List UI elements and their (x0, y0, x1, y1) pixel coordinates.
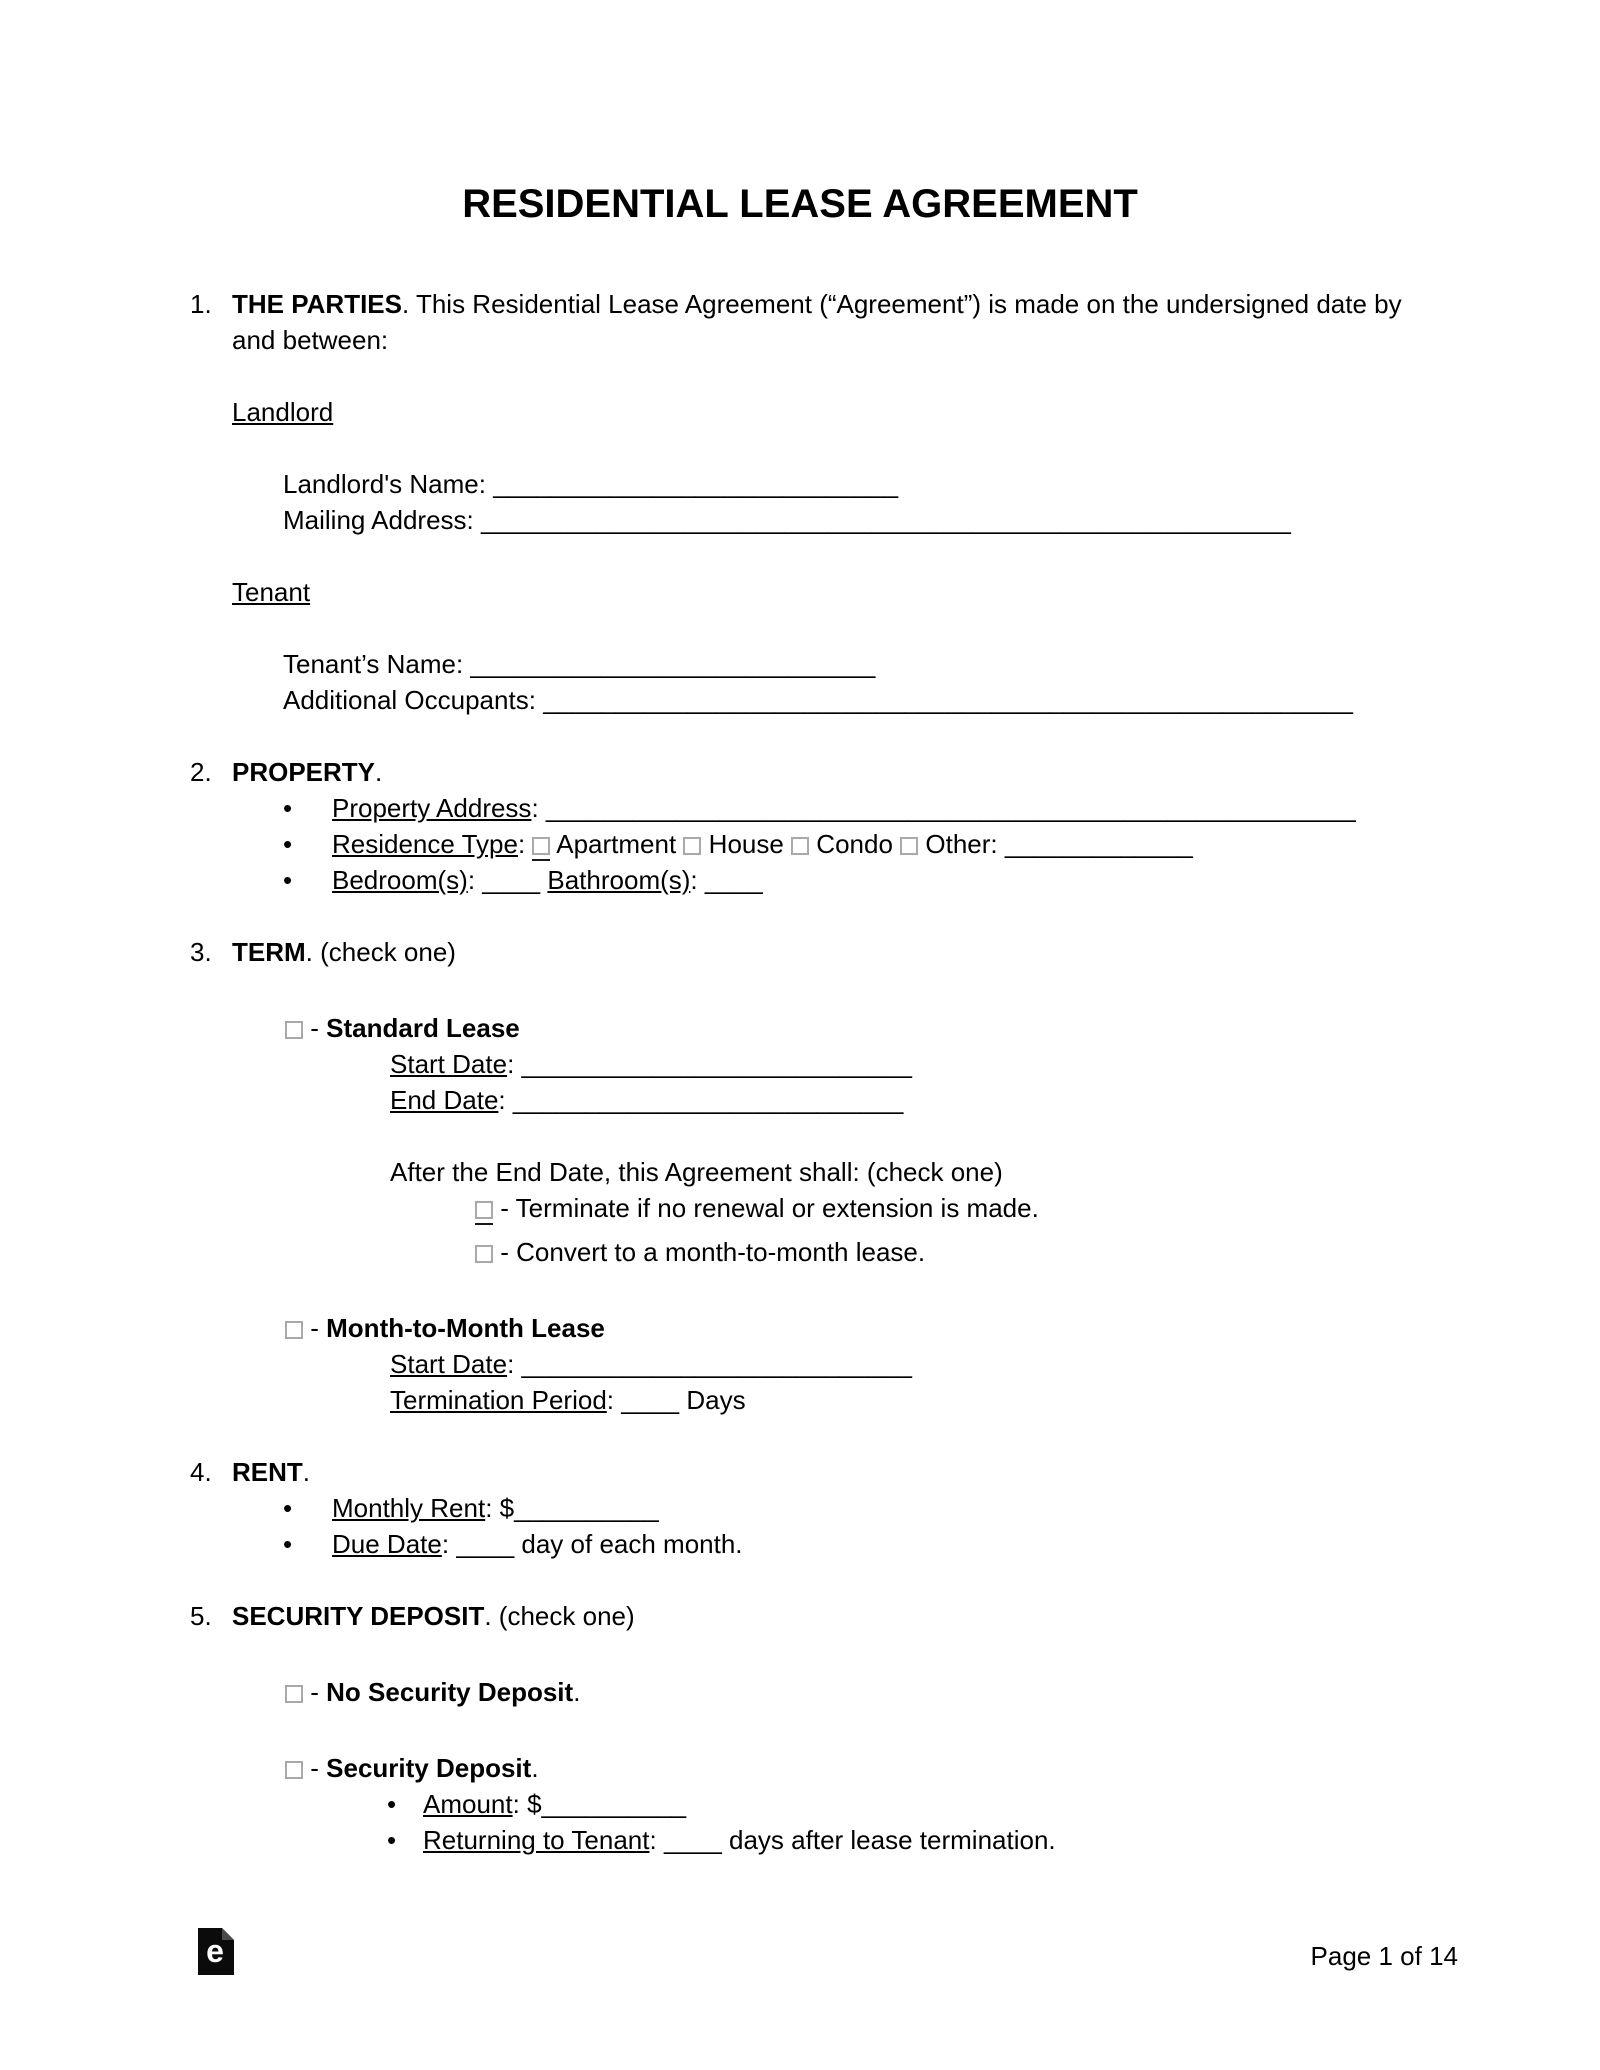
section-property: 2. PROPERTY. (190, 754, 1410, 790)
bullet-icon: • (387, 1789, 397, 1819)
property-address-item: • Property Address: ________________________________________________________ (190, 790, 1410, 826)
section-heading: THE PARTIES (232, 289, 402, 319)
section-number: 1. (190, 289, 212, 319)
residence-type-item: • Residence Type: Apartment House Condo Other: _____________ (190, 826, 1410, 862)
landlord-name-line: Landlord's Name: ____________________________ (283, 469, 899, 499)
no-security-deposit-label: No Security Deposit (326, 1677, 574, 1707)
section-number: 5. (190, 1601, 212, 1631)
checkbox-condo[interactable] (791, 837, 809, 855)
standard-start-date-line: Start Date: ___________________________ (390, 1049, 912, 1079)
after-end-date-line: After the End Date, this Agreement shall: (check one) (390, 1157, 1003, 1187)
section-rent: 4. RENT. (190, 1454, 1410, 1490)
option-condo-label: Condo (816, 829, 893, 859)
other-blank[interactable]: _____________ (1004, 829, 1193, 859)
tenants-name-blank[interactable]: ____________________________ (470, 649, 876, 679)
section-term: 3. TERM. (check one) (190, 934, 1410, 970)
svg-text:e: e (206, 1933, 224, 1969)
additional-occupants-blank[interactable]: ________________________________________________________ (543, 685, 1353, 715)
checkbox-no-security-deposit[interactable] (285, 1685, 303, 1703)
end-date-line: End Date: ___________________________ (390, 1085, 904, 1115)
additional-occupants-line: Additional Occupants: ________________________________________________________ (283, 685, 1353, 715)
landlord-name-label: Landlord's Name (283, 469, 479, 499)
checkbox-house[interactable] (683, 837, 701, 855)
security-deposit-label: Security Deposit (326, 1753, 532, 1783)
start-date-label: Start Date (390, 1349, 508, 1379)
section-security-deposit: 5. SECURITY DEPOSIT. (check one) (190, 1598, 1410, 1634)
bullet-icon: • (283, 829, 293, 859)
termination-period-line: Termination Period: ____ Days (390, 1385, 746, 1415)
due-date-blank[interactable]: ____ (456, 1529, 515, 1559)
due-date-suffix: day of each month. (521, 1529, 743, 1559)
option-apartment-label: Apartment (556, 829, 677, 859)
dollar-sign: $ (527, 1789, 542, 1819)
bathrooms-blank[interactable]: ____ (704, 865, 763, 895)
eforms-logo (198, 1928, 234, 1975)
section-heading: SECURITY DEPOSIT (232, 1601, 485, 1631)
termination-period-label: Termination Period (390, 1385, 607, 1415)
month-to-month-option: - Month-to-Month Lease (190, 1310, 1410, 1346)
bedrooms-bathrooms-item: • Bedroom(s): ____ Bathroom(s): ____ (190, 862, 1410, 898)
section-number: 2. (190, 757, 212, 787)
residence-type-label: Residence Type (332, 829, 518, 859)
convert-label: Convert to a month-to-month lease. (516, 1237, 926, 1267)
checkbox-month-to-month[interactable] (285, 1321, 303, 1339)
checkbox-security-deposit[interactable] (285, 1761, 303, 1779)
m2m-start-date-line: Start Date: ___________________________ (390, 1349, 912, 1379)
monthly-rent-label: Monthly Rent (332, 1493, 486, 1523)
bullet-icon: • (283, 1529, 293, 1559)
returning-item: • Returning to Tenant: ____ days after lease termination. (190, 1822, 1410, 1858)
bullet-icon: • (283, 865, 293, 895)
checkbox-apartment[interactable] (532, 837, 550, 855)
document-logo-icon (198, 1928, 234, 1975)
end-date-label: End Date (390, 1085, 499, 1115)
landlord-details (190, 466, 1410, 538)
section-number: 4. (190, 1457, 212, 1487)
no-security-deposit-option: - No Security Deposit. (190, 1674, 1410, 1710)
dollar-sign: $ (499, 1493, 515, 1523)
bedrooms-blank[interactable]: ____ (482, 865, 541, 895)
mailing-address-line: Mailing Address: ________________________________________________________ (283, 505, 1291, 535)
returning-blank[interactable]: ____ (663, 1825, 722, 1855)
tenant-details (190, 646, 1410, 718)
standard-start-date-blank[interactable]: ___________________________ (521, 1049, 912, 1079)
checkbox-standard-lease[interactable] (285, 1021, 303, 1039)
monthly-rent-blank[interactable]: __________ (514, 1493, 659, 1523)
convert-option: - Convert to a month-to-month lease. (190, 1234, 1410, 1270)
option-other-label: Other (925, 829, 991, 859)
days-suffix: Days (686, 1385, 746, 1415)
bullet-icon: • (283, 793, 293, 823)
terminate-option: - Terminate if no renewal or extension is made. (190, 1190, 1410, 1226)
section-heading: PROPERTY (232, 757, 376, 787)
section-heading: TERM (232, 937, 306, 967)
property-address-label: Property Address (332, 793, 532, 823)
month-to-month-label: Month-to-Month Lease (326, 1313, 605, 1343)
page-number: Page 1 of 14 (1310, 1941, 1458, 1971)
standard-lease-option: - Standard Lease (190, 1010, 1410, 1046)
property-address-blank[interactable]: ________________________________________________________ (545, 793, 1356, 823)
landlord-heading: Landlord (232, 397, 334, 427)
tenant-name-label: Tenant’s Name (283, 649, 456, 679)
bedrooms-label: Bedroom(s) (332, 865, 468, 895)
checkbox-other[interactable] (900, 837, 918, 855)
section-heading: RENT (232, 1457, 303, 1487)
due-date-label: Due Date (332, 1529, 442, 1559)
terminate-label: Terminate if no renewal or extension is made. (515, 1193, 1039, 1223)
page-title: RESIDENTIAL LEASE AGREEMENT (462, 182, 1138, 226)
termination-period-blank[interactable]: ____ (621, 1385, 680, 1415)
returning-suffix: days after lease termination. (729, 1825, 1056, 1855)
amount-blank[interactable]: __________ (541, 1789, 687, 1819)
standard-lease-label: Standard Lease (326, 1013, 520, 1043)
additional-occupants-label: Additional Occupants (283, 685, 529, 715)
checkbox-terminate[interactable] (475, 1201, 493, 1219)
section-parties (190, 286, 1410, 358)
tenant-name-line: Tenant’s Name: ____________________________ (283, 649, 876, 679)
end-date-blank[interactable]: ___________________________ (512, 1085, 904, 1115)
landlords-name-blank[interactable]: ____________________________ (493, 469, 899, 499)
bullet-icon: • (283, 1493, 293, 1523)
m2m-start-date-blank[interactable]: ___________________________ (521, 1349, 912, 1379)
due-date-item: • Due Date: ____ day of each month. (190, 1526, 1410, 1562)
start-date-label: Start Date (390, 1049, 508, 1079)
bathrooms-label: Bathroom(s) (547, 865, 691, 895)
section-intro: . This Residential Lease Agreement (“Agreement”) is made on the undersigned date by and between: (232, 289, 1402, 355)
amount-item: • Amount: $__________ (190, 1786, 1410, 1822)
security-deposit-option: - Security Deposit. (190, 1750, 1410, 1786)
checkbox-convert[interactable] (475, 1245, 493, 1263)
mailing-address-blank[interactable]: ________________________________________________________ (481, 505, 1291, 535)
monthly-rent-item: • Monthly Rent: $__________ (190, 1490, 1410, 1526)
amount-label: Amount (423, 1789, 513, 1819)
option-house-label: House (708, 829, 784, 859)
section-number: 3. (190, 937, 212, 967)
mailing-address-label: Mailing Address (283, 505, 467, 535)
tenant-heading: Tenant (232, 577, 311, 607)
returning-label: Returning to Tenant (423, 1825, 650, 1855)
bullet-icon: • (387, 1825, 397, 1855)
